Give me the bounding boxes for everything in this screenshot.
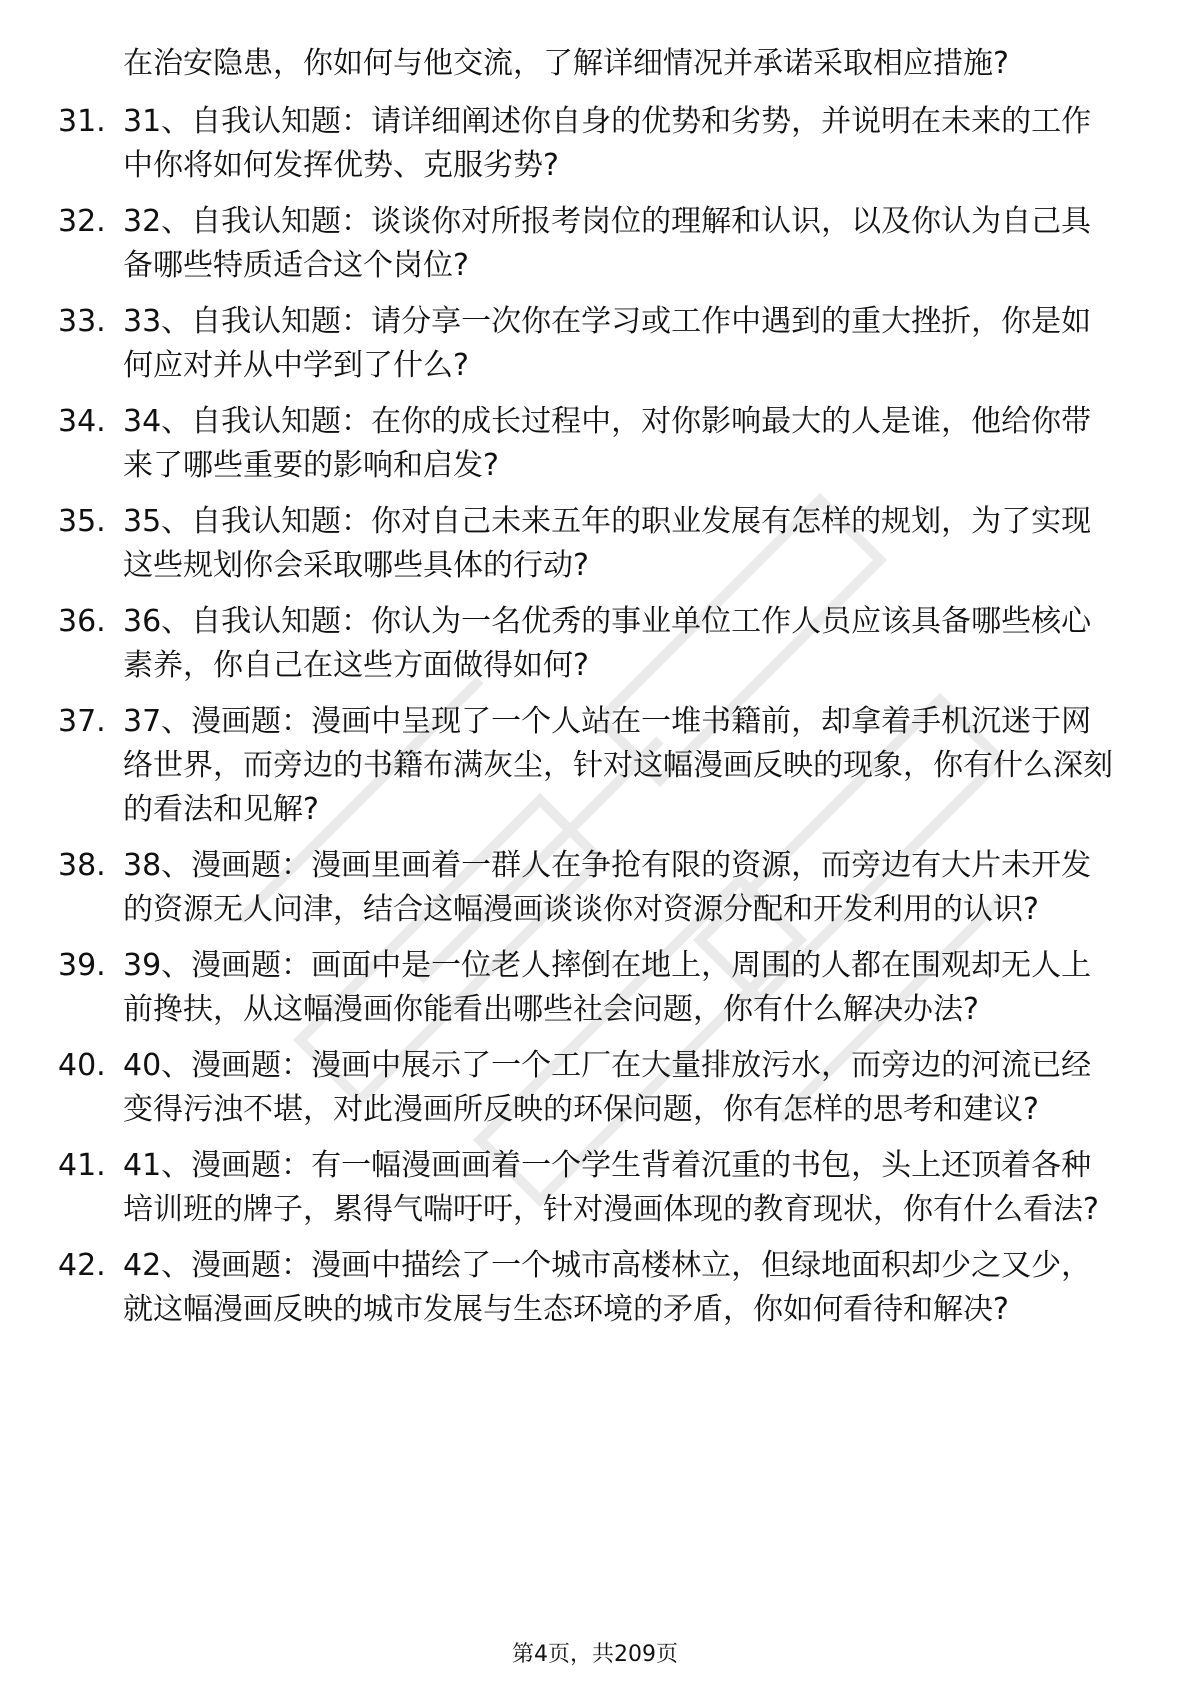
question-number: 39.	[58, 948, 106, 983]
question-number: 32.	[58, 204, 106, 239]
question-number: 37.	[58, 704, 106, 739]
question-number: 35.	[58, 504, 106, 539]
question-text: 33、自我认知题：请分享一次你在学习或工作中遇到的重大挫折，你是如何应对并从中学到了什么?	[123, 304, 1092, 383]
question-text: 40、漫画题：漫画中展示了一个工厂在大量排放污水，而旁边的河流已经变得污浊不堪，对此漫画所反映的环保问题，你有怎样的思考和建议?	[123, 1048, 1092, 1127]
question-item	[58, 700, 1118, 832]
question-list	[58, 100, 1118, 1332]
question-item	[58, 944, 1118, 1032]
question-number: 34.	[58, 404, 106, 439]
question-number: 38.	[58, 848, 106, 883]
question-item	[58, 300, 1118, 388]
question-number: 40.	[58, 1048, 106, 1083]
question-text: 31、自我认知题：请详细阐述你自身的优势和劣势，并说明在未来的工作中你将如何发挥优势、克服劣势?	[123, 104, 1092, 183]
page-footer-label: 第4页，共209页	[512, 1642, 678, 1667]
question-number: 31.	[58, 104, 106, 139]
question-item	[58, 1044, 1118, 1132]
question-text: 41、漫画题：有一幅漫画画着一个学生背着沉重的书包，头上还顶着各种培训班的牌子，累得气喘吁吁，针对漫画体现的教育现状，你有什么看法?	[123, 1148, 1099, 1227]
content-area	[58, 42, 1118, 1344]
question-number: 33.	[58, 304, 106, 339]
question-text: 39、漫画题：画面中是一位老人摔倒在地上，周围的人都在围观却无人上前搀扶，从这幅漫画你能看出哪些社会问题，你有什么解决办法?	[123, 948, 1092, 1027]
question-number: 42.	[58, 1248, 106, 1283]
question-item	[58, 500, 1118, 588]
question-text: 35、自我认知题：你对自己未来五年的职业发展有怎样的规划，为了实现这些规划你会采取哪些具体的行动?	[123, 504, 1092, 583]
question-number: 36.	[58, 604, 106, 639]
question-item	[58, 1144, 1118, 1232]
question-number: 41.	[58, 1148, 106, 1183]
question-text: 37、漫画题：漫画中呈现了一个人站在一堆书籍前，却拿着手机沉迷于网络世界，而旁边的书籍布满灰尘，针对这幅漫画反映的现象，你有什么深刻的看法和见解?	[123, 704, 1113, 827]
question-item	[58, 1244, 1118, 1332]
question-item	[58, 100, 1118, 188]
continued-question-text: 在治安隐患，你如何与他交流，了解详细情况并承诺采取相应措施?	[123, 46, 1009, 81]
question-item	[58, 400, 1118, 488]
question-text: 42、漫画题：漫画中描绘了一个城市高楼林立，但绿地面积却少之又少，就这幅漫画反映的城市发展与生态环境的矛盾，你如何看待和解决?	[123, 1248, 1092, 1327]
question-text: 34、自我认知题：在你的成长过程中，对你影响最大的人是谁，他给你带来了哪些重要的影响和启发?	[123, 404, 1092, 483]
question-item	[58, 844, 1118, 932]
question-text: 32、自我认知题：谈谈你对所报考岗位的理解和认识，以及你认为自己具备哪些特质适合这个岗位?	[123, 204, 1092, 283]
question-item	[58, 200, 1118, 288]
question-text: 36、自我认知题：你认为一名优秀的事业单位工作人员应该具备哪些核心素养，你自己在这些方面做得如何?	[123, 604, 1092, 683]
question-item	[58, 600, 1118, 688]
question-text: 38、漫画题：漫画里画着一群人在争抢有限的资源，而旁边有大片未开发的资源无人问津，结合这幅漫画谈谈你对资源分配和开发利用的认识?	[123, 848, 1092, 927]
